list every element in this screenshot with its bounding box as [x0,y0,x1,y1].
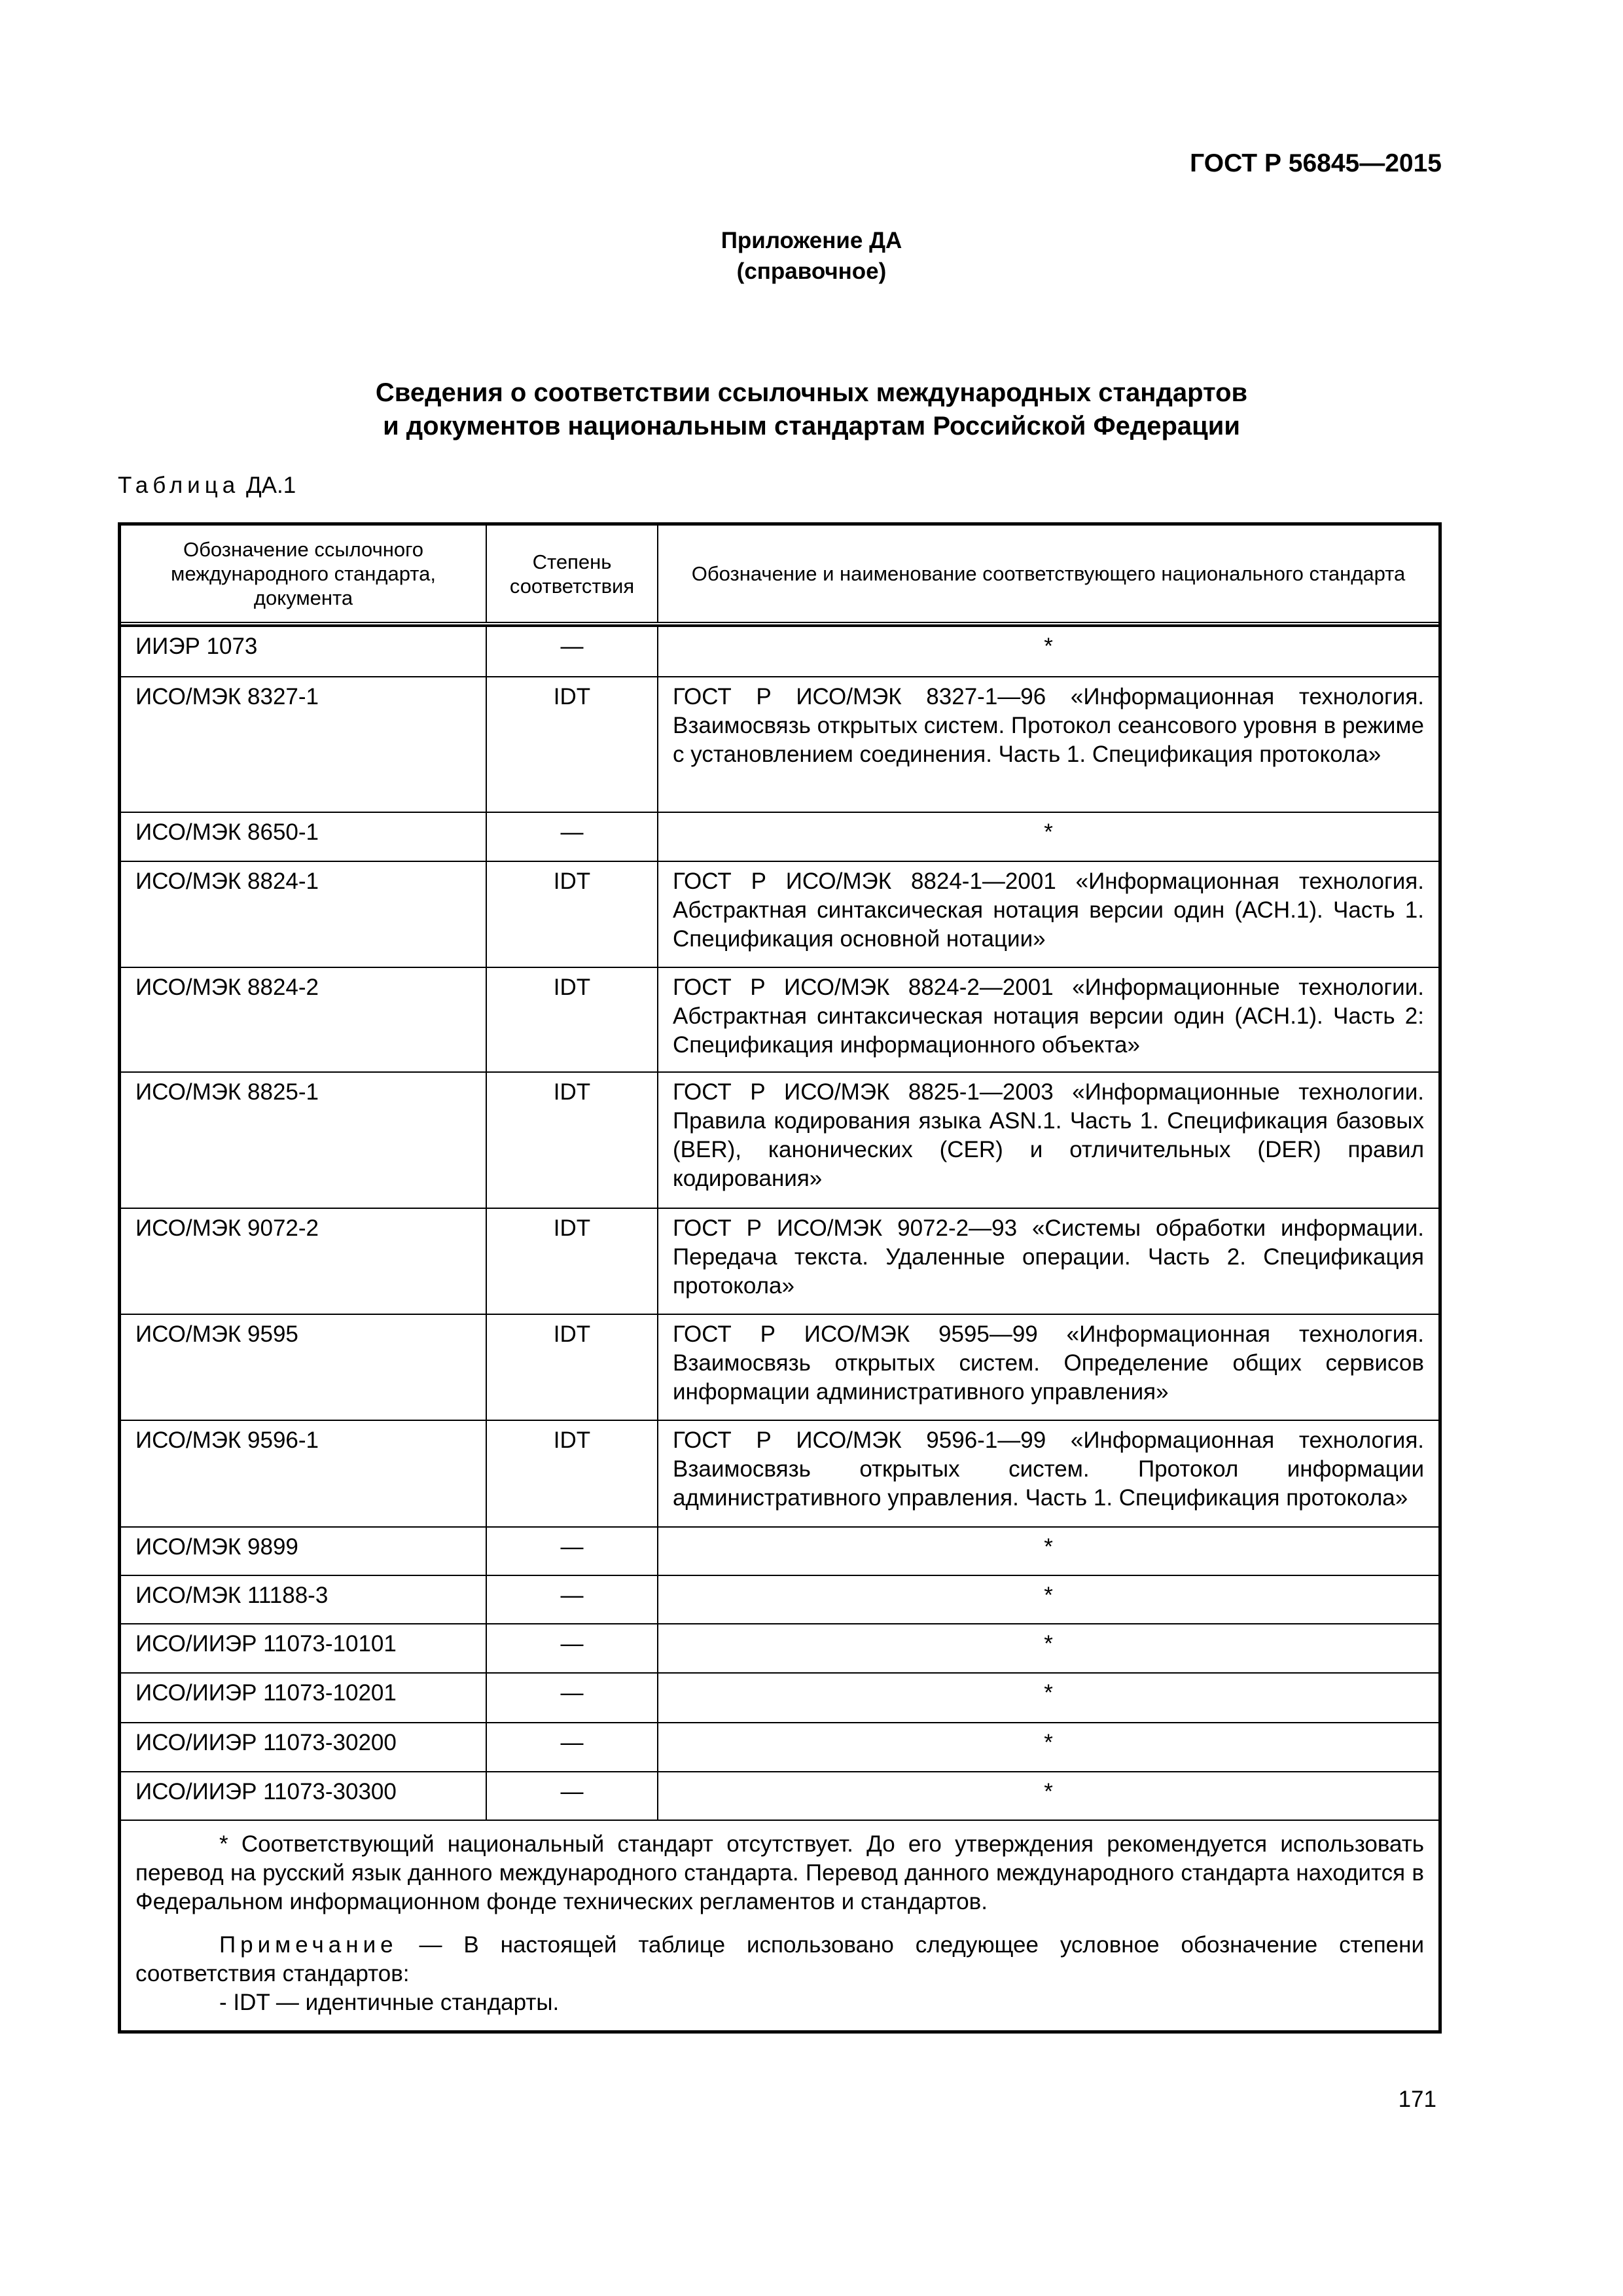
national-standard-cell: ГОСТ Р ИСО/МЭК 8327-1—96 «Информационная технология. Взаимосвязь открытых систем. Протокол сеансового уровня в режиме с установлением соединения. Часть 1. Спецификация протокола» [673,684,1424,767]
table-row [121,1623,1438,1672]
table-row [121,626,1438,676]
national-standard-cell: * [1044,819,1053,845]
column-header-degree: Степень соответствия [487,526,658,622]
table-row [121,1526,1438,1575]
degree-cell: — [487,1576,658,1623]
table-caption-number: ДА.1 [240,473,296,498]
table-row [121,812,1438,861]
table-row [121,1672,1438,1722]
note-text: — В настоящей таблице использовано следующее условное обозначение степени соответствия стандартов: [135,1932,1424,1986]
reference-standard-cell: ИСО/МЭК 8327-1 [121,677,487,812]
section-title-line1: Сведения о соответствии ссылочных международных стандартов [375,378,1248,407]
standards-table [118,522,1442,2034]
degree-cell: — [487,1723,658,1771]
national-standard-cell: * [1044,634,1053,659]
note-item: - IDT — идентичные стандарты. [219,1990,560,2015]
degree-cell: IDT [487,968,658,1071]
national-standard-cell: * [1044,1631,1053,1657]
table-caption-word: Таблица [118,473,240,498]
reference-standard-cell: ИСО/МЭК 8650-1 [121,813,487,861]
reference-standard-cell: ИСО/МЭК 11188-3 [121,1576,487,1623]
table-row [121,1071,1438,1208]
degree-cell: IDT [487,1315,658,1420]
table-row [121,1722,1438,1771]
national-standard-cell: ГОСТ Р ИСО/МЭК 8824-1—2001 «Информационная технология. Абстрактная синтаксическая нотация версии один (АСН.1). Часть 1. Спецификация основной нотации» [673,869,1424,952]
table-footnote [121,1820,1438,2030]
reference-standard-cell: ИСО/ИИЭР 11073-30200 [121,1723,487,1771]
national-standard-cell: * [1044,1534,1053,1560]
national-standard-cell: * [1044,1730,1053,1755]
table-row [121,1771,1438,1820]
national-standard-cell: * [1044,1583,1053,1608]
reference-standard-cell: ИСО/ИИЭР 11073-10101 [121,1624,487,1672]
note [135,1931,1424,1988]
degree-cell: IDT [487,1073,658,1208]
reference-standard-cell: ИСО/МЭК 8824-2 [121,968,487,1071]
degree-cell: — [487,1772,658,1820]
reference-standard-cell: ИСО/МЭК 9072-2 [121,1209,487,1314]
table-row [121,967,1438,1071]
national-standard-cell: * [1044,1680,1053,1706]
reference-standard-cell: ИСО/МЭК 8825-1 [121,1073,487,1208]
table-row [121,676,1438,812]
national-standard-cell: ГОСТ Р ИСО/МЭК 8824-2—2001 «Информационные технологии. Абстрактная синтаксическая нотация версии один (АСН.1). Часть 2: Спецификация информационного объекта» [673,975,1424,1058]
reference-standard-cell: ИСО/МЭК 9899 [121,1528,487,1575]
degree-cell: IDT [487,862,658,967]
degree-cell: — [487,627,658,676]
table-row [121,861,1438,967]
national-standard-cell: ГОСТ Р ИСО/МЭК 8825-1—2003 «Информационные технологии. Правила кодирования языка ASN.1. Часть 1. Спецификация базовых (BER), канонических (CER) и отличительных (DER) правил кодирования» [673,1079,1424,1191]
national-standard-cell: ГОСТ Р ИСО/МЭК 9595—99 «Информационная технология. Взаимосвязь открытых систем. Определение общих сервисов информации административного управления» [673,1321,1424,1405]
table-row [121,1314,1438,1420]
note-label: Примечание [219,1932,398,1958]
degree-cell: IDT [487,677,658,812]
section-title-line2: и документов национальным стандартам Российской Федерации [383,412,1240,440]
degree-cell: — [487,813,658,861]
appendix-subtitle: (справочное) [736,259,887,284]
column-header-national: Обозначение и наименование соответствующего национального стандарта [691,562,1406,585]
table-row [121,1208,1438,1314]
degree-cell: — [487,1674,658,1722]
degree-cell: IDT [487,1421,658,1526]
degree-cell: — [487,1528,658,1575]
reference-standard-cell: ИСО/ИИЭР 11073-30300 [121,1772,487,1820]
reference-standard-cell: ИИЭР 1073 [121,627,487,676]
table-row [121,1575,1438,1623]
appendix-title: Приложение ДА [721,228,902,253]
reference-standard-cell: ИСО/МЭК 9596-1 [121,1421,487,1526]
degree-cell: IDT [487,1209,658,1314]
column-header-reference: Обозначение ссылочного международного стандарта, документа [121,526,487,622]
document-id: ГОСТ Р 56845—2015 [1190,149,1442,177]
table-row [121,1420,1438,1526]
footnote-text: * Соответствующий национальный стандарт отсутствует. До его утверждения рекомендуется использовать перевод на русский язык данного международного стандарта. Перевод данного международного стандарта находится в Федеральном информационном фонде технических регламентов и стандартов. [135,1831,1424,1914]
table-caption [118,473,296,499]
table-header-row [121,526,1438,626]
national-standard-cell: ГОСТ Р ИСО/МЭК 9072-2—93 «Системы обработки информации. Передача текста. Удаленные операции. Часть 2. Спецификация протокола» [673,1215,1424,1299]
reference-standard-cell: ИСО/МЭК 8824-1 [121,862,487,967]
national-standard-cell: ГОСТ Р ИСО/МЭК 9596-1—99 «Информационная технология. Взаимосвязь открытых систем. Протокол информации административного управления. Часть 1. Спецификация протокола» [673,1427,1424,1511]
national-standard-cell: * [1044,1779,1053,1804]
reference-standard-cell: ИСО/МЭК 9595 [121,1315,487,1420]
reference-standard-cell: ИСО/ИИЭР 11073-10201 [121,1674,487,1722]
degree-cell: — [487,1624,658,1672]
page-number: 171 [1398,2087,1436,2112]
